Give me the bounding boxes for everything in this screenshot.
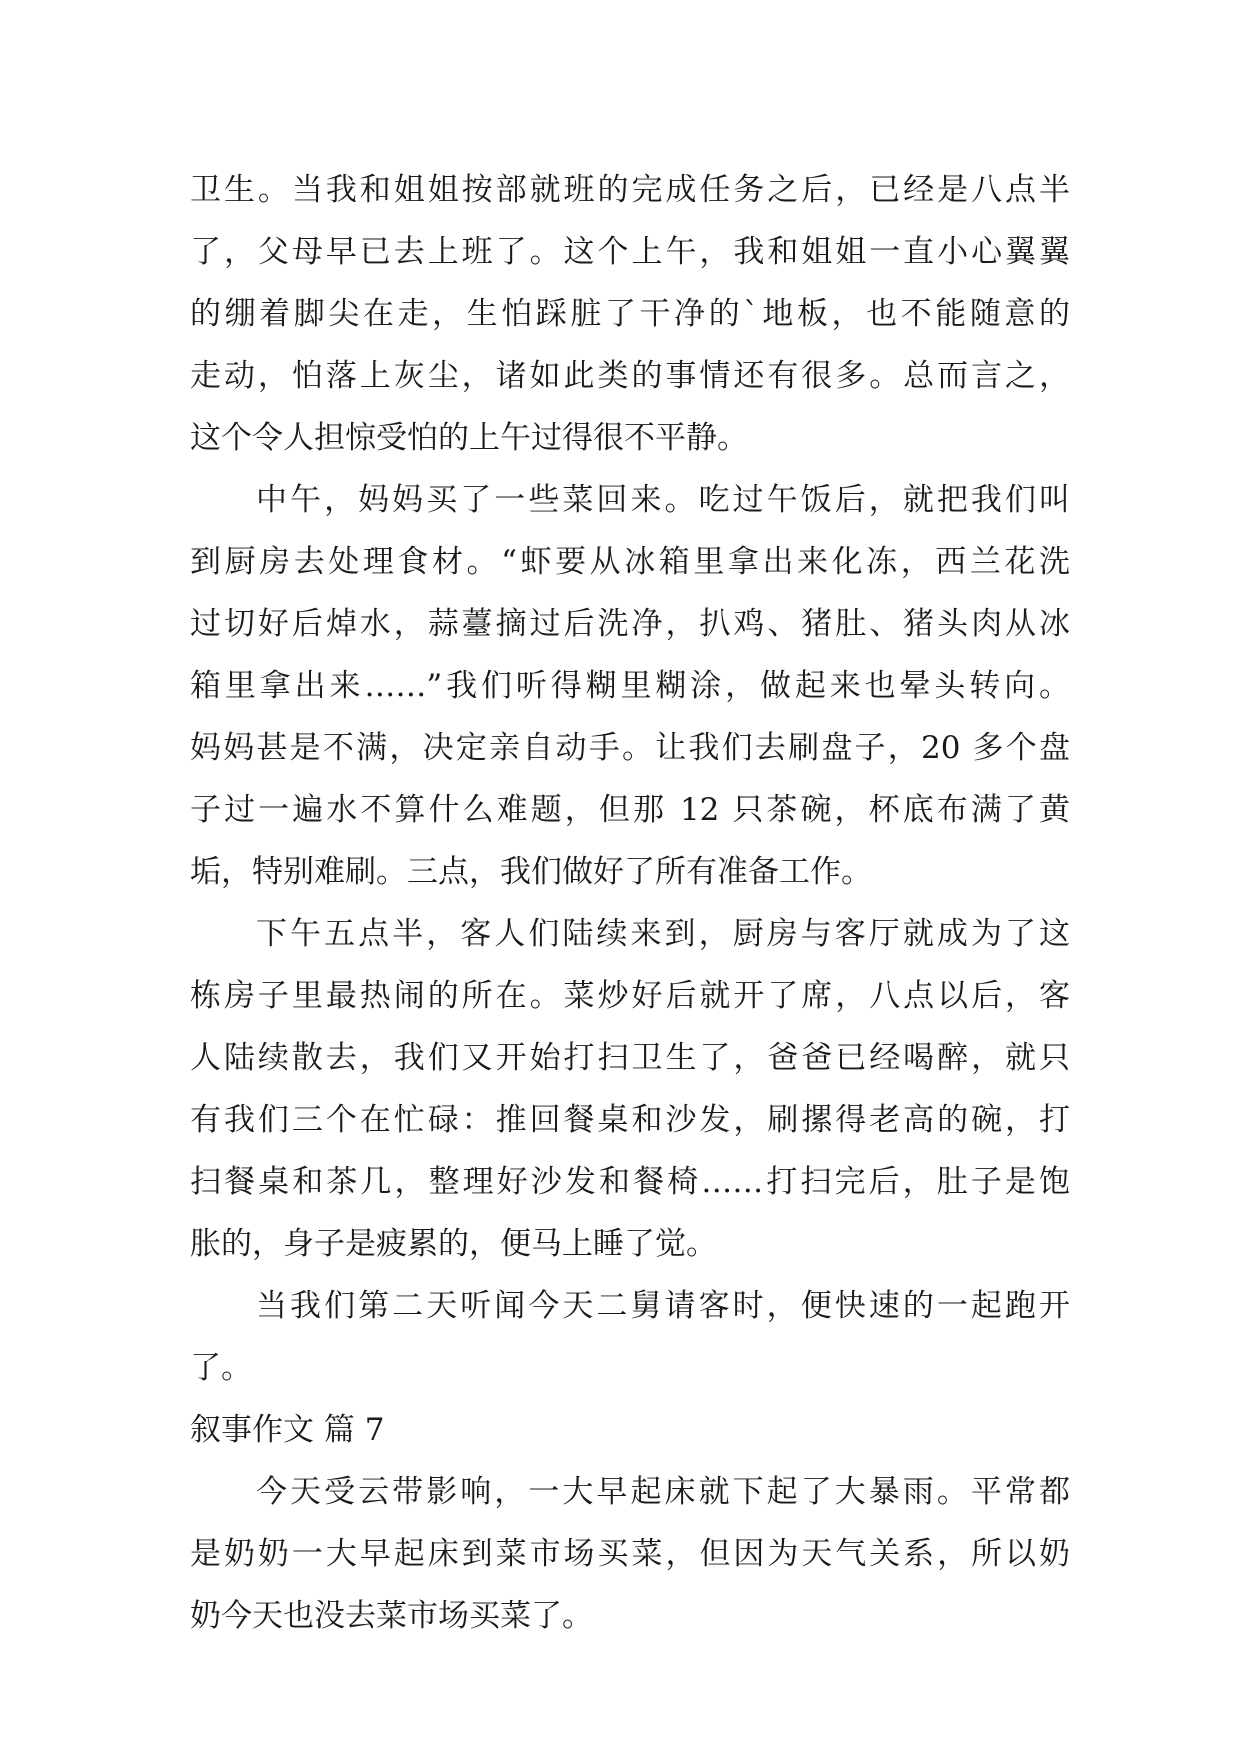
text-line: 人陆续散去，我们又开始打扫卫生了，爸爸已经喝醉，就只 — [190, 1040, 1070, 1076]
text-line: 垢，特别难刷。三点，我们做好了所有准备工作。 — [190, 854, 872, 890]
text-line: 是奶奶一大早起床到菜市场买菜，但因为天气关系，所以奶 — [190, 1536, 1070, 1572]
text-line: 扫餐桌和茶几，整理好沙发和餐椅……打扫完后，肚子是饱 — [190, 1164, 1070, 1200]
text-line: 这个令人担惊受怕的上午过得很不平静。 — [190, 420, 748, 456]
text-line: 今天受云带影响，一大早起床就下起了大暴雨。平常都 — [256, 1474, 1070, 1510]
text-line: 当我们第二天听闻今天二舅请客时，便快速的一起跑开 — [256, 1288, 1070, 1324]
text-line: 栋房子里最热闹的所在。菜炒好后就开了席，八点以后，客 — [190, 978, 1070, 1014]
text-line: 下午五点半，客人们陆续来到，厨房与客厅就成为了这 — [256, 916, 1070, 952]
paragraph — [190, 159, 1070, 469]
paragraph — [190, 1275, 1070, 1399]
text-line: 过切好后焯水，蒜薹摘过后洗净，扒鸡、猪肚、猪头肉从冰 — [190, 606, 1070, 642]
text-line: 妈妈甚是不满，决定亲自动手。让我们去刷盘子，20 多个盘 — [190, 730, 1070, 766]
text-line: 走动，怕落上灰尘，诸如此类的事情还有很多。总而言之， — [190, 358, 1070, 394]
text-line: 奶今天也没去菜市场买菜了。 — [190, 1598, 593, 1634]
paragraph — [190, 1461, 1070, 1647]
text-line: 子过一遍水不算什么难题，但那 12 只茶碗，杯底布满了黄 — [190, 792, 1070, 828]
text-line: 到厨房去处理食材。“虾要从冰箱里拿出来化冻，西兰花洗 — [190, 544, 1070, 580]
paragraph — [190, 903, 1070, 1275]
text-line: 卫生。当我和姐姐按部就班的完成任务之后，已经是八点半 — [190, 172, 1070, 208]
text-line: 了，父母早已去上班了。这个上午，我和姐姐一直小心翼翼 — [190, 234, 1070, 270]
text-line: 了。 — [190, 1350, 252, 1386]
text-line: 有我们三个在忙碌：推回餐桌和沙发，刷摞得老高的碗，打 — [190, 1102, 1070, 1138]
document-body — [190, 159, 1070, 1647]
section-heading: 叙事作文 篇 7 — [190, 1412, 385, 1448]
text-line: 箱里拿出来……”我们听得糊里糊涂，做起来也晕头转向。 — [190, 668, 1070, 704]
text-line: 中午，妈妈买了一些菜回来。吃过午饭后，就把我们叫 — [256, 482, 1070, 518]
text-line: 胀的，身子是疲累的，便马上睡了觉。 — [190, 1226, 717, 1262]
paragraph — [190, 469, 1070, 903]
text-line: 的绷着脚尖在走，生怕踩脏了干净的`地板，也不能随意的 — [190, 296, 1070, 332]
